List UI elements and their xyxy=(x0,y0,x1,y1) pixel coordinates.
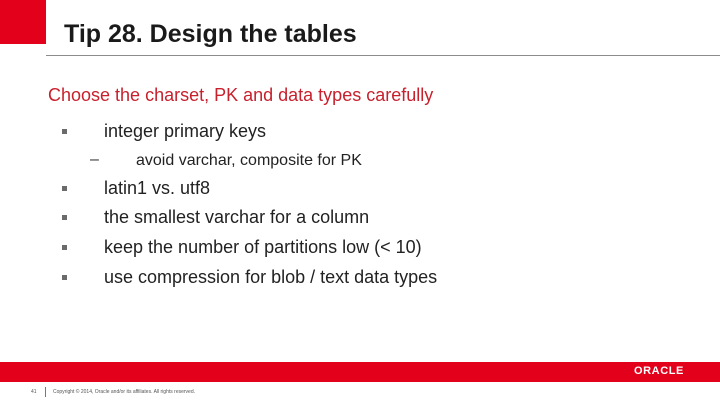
footer-bar xyxy=(0,362,720,382)
bullet-square-icon xyxy=(62,215,67,220)
bullet-text: the smallest varchar for a column xyxy=(104,207,370,227)
bullet-text: latin1 vs. utf8 xyxy=(104,178,211,198)
bullet-square-icon xyxy=(62,186,67,191)
bullet-text: integer primary keys xyxy=(104,121,267,141)
copyright-notice: Copyright © 2014, Oracle and/or its affiliates. All rights reserved. xyxy=(53,389,195,395)
bullet-item xyxy=(0,121,680,143)
footer-divider xyxy=(45,387,46,397)
bullet-text: use compression for blob / text data types xyxy=(104,267,438,287)
slide-title: Tip 28. Design the tables xyxy=(64,20,357,48)
bullet-square-icon xyxy=(62,275,67,280)
slide-subtitle: Choose the charset, PK and data types carefully xyxy=(48,85,434,105)
sub-bullet-item xyxy=(0,151,680,171)
bullet-text: keep the number of partitions low (< 10) xyxy=(104,237,422,257)
dash-icon: – xyxy=(90,151,99,168)
sub-bullet-text: avoid varchar, composite for PK xyxy=(136,152,362,169)
bullet-square-icon xyxy=(62,245,67,250)
title-divider xyxy=(46,55,720,56)
bullet-item xyxy=(0,178,680,200)
bullet-item xyxy=(0,237,680,259)
bullet-item xyxy=(0,267,680,289)
title-accent-block xyxy=(0,0,46,44)
bullet-square-icon xyxy=(62,129,67,134)
page-number: 41 xyxy=(31,389,37,395)
oracle-logo: ORACLE xyxy=(633,365,684,377)
bullet-item xyxy=(0,207,680,229)
